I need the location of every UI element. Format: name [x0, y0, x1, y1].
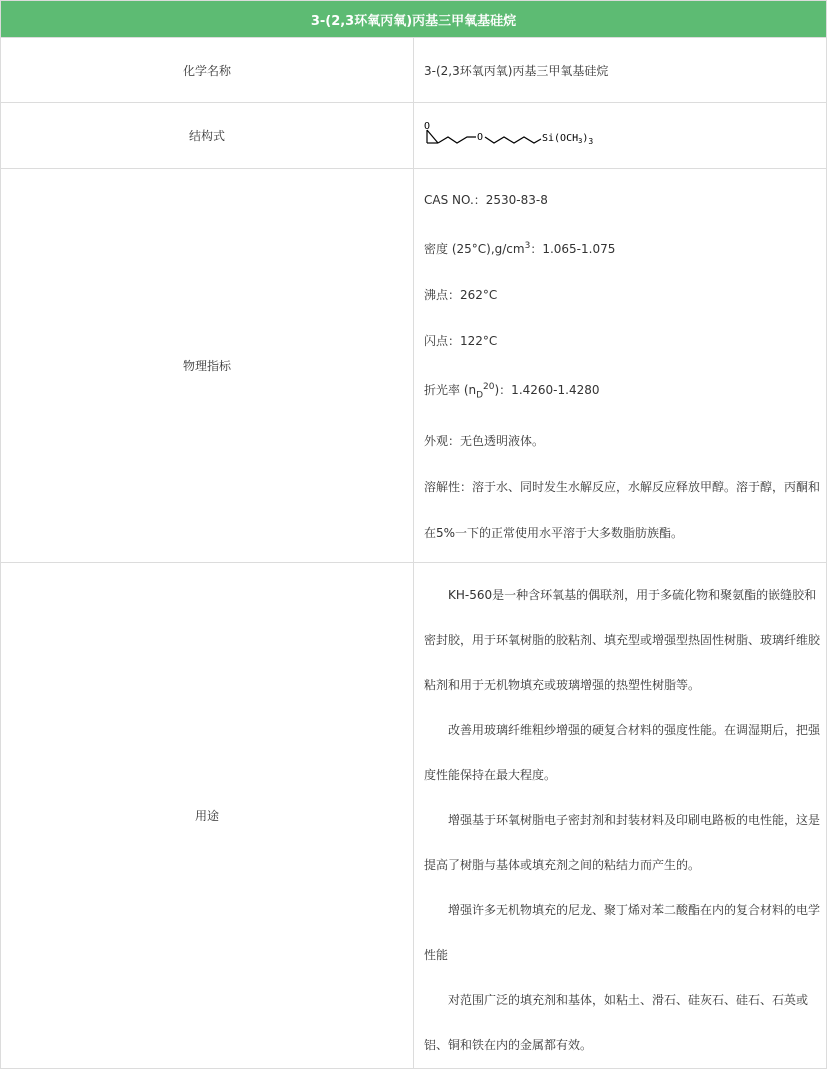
density-prefix: 密度 (25°C),g/cm	[424, 242, 525, 256]
epoxide-oxygen: O	[424, 120, 431, 132]
refractive-sup: 20	[483, 382, 495, 392]
structural-formula	[424, 119, 624, 153]
flash-point: 闪点：122°C	[424, 334, 498, 348]
refractive-sub: D	[476, 390, 484, 401]
density-suffix: ：1.065-1.075	[530, 242, 616, 256]
use-paragraph: 改善用玻璃纤维粗纱增强的硬复合材料的强度性能。在调湿期后，把强度性能保持在最大程度。	[424, 723, 821, 783]
title-row	[1, 1, 827, 38]
solubility: 溶解性：溶于水、同时发生水解反应，水解反应释放甲醇。溶于醇，丙酮和在5%一下的正常使用水平溶于大多数脂肪族酯。	[424, 480, 821, 541]
ether-oxygen: O	[477, 131, 484, 143]
table-title: 3-(2,3环氧丙氧)丙基三甲氧基硅烷	[1, 1, 827, 38]
density	[424, 223, 826, 272]
structure-row	[1, 103, 827, 169]
cas-number: CAS NO.：2530-83-8	[424, 193, 548, 207]
physical-properties-label: 物理指标	[1, 169, 414, 563]
silyl-group	[542, 133, 593, 146]
physical-properties-cell	[414, 169, 827, 563]
uses-label: 用途	[1, 563, 414, 1069]
silyl-sub-outer: 3	[588, 136, 594, 146]
refractive-suffix: )：1.4260-1.4280	[494, 383, 600, 397]
chemical-name-label: 化学名称	[1, 38, 414, 103]
chemical-name-row	[1, 38, 827, 103]
appearance: 外观：无色透明液体。	[424, 434, 545, 449]
structure-label: 结构式	[1, 103, 414, 169]
boiling-point: 沸点：262°C	[424, 288, 498, 302]
density-sup: 3	[524, 241, 531, 251]
chemical-name-value: 3-(2,3环氧丙氧)丙基三甲氧基硅烷	[414, 38, 827, 103]
refractive-index	[424, 364, 826, 418]
silyl-close: )	[582, 132, 589, 144]
uses-row	[1, 563, 827, 1069]
refractive-prefix: 折光率 (n	[424, 383, 477, 397]
uses-cell	[414, 563, 827, 1069]
structure-cell	[414, 103, 827, 169]
silyl-label: Si(OCH	[542, 132, 579, 144]
use-paragraph: 对范围广泛的填充剂和基体，如粘土、滑石、硅灰石、硅石、石英或铝、铜和铁在内的金属都有效。	[424, 993, 809, 1053]
use-paragraph: 增强许多无机物填充的尼龙、聚丁烯对苯二酸酯在内的复合材料的电学性能	[424, 903, 821, 963]
silyl-sub-3: 3	[578, 136, 583, 145]
use-paragraph: 增强基于环氧树脂电子密封剂和封装材料及印刷电路板的电性能，这是提高了树脂与基体或填充剂之间的粘结力而产生的。	[424, 813, 821, 873]
physical-properties-row	[1, 169, 827, 563]
use-paragraph: KH-560是一种含环氧基的偶联剂，用于多硫化物和聚氨酯的嵌缝胶和密封胶，用于环氧树脂的胶粘剂、填充型或增强型热固性树脂、玻璃纤维胶粘剂和用于无机物填充或玻璃增强的热塑性树脂等。	[424, 588, 821, 693]
